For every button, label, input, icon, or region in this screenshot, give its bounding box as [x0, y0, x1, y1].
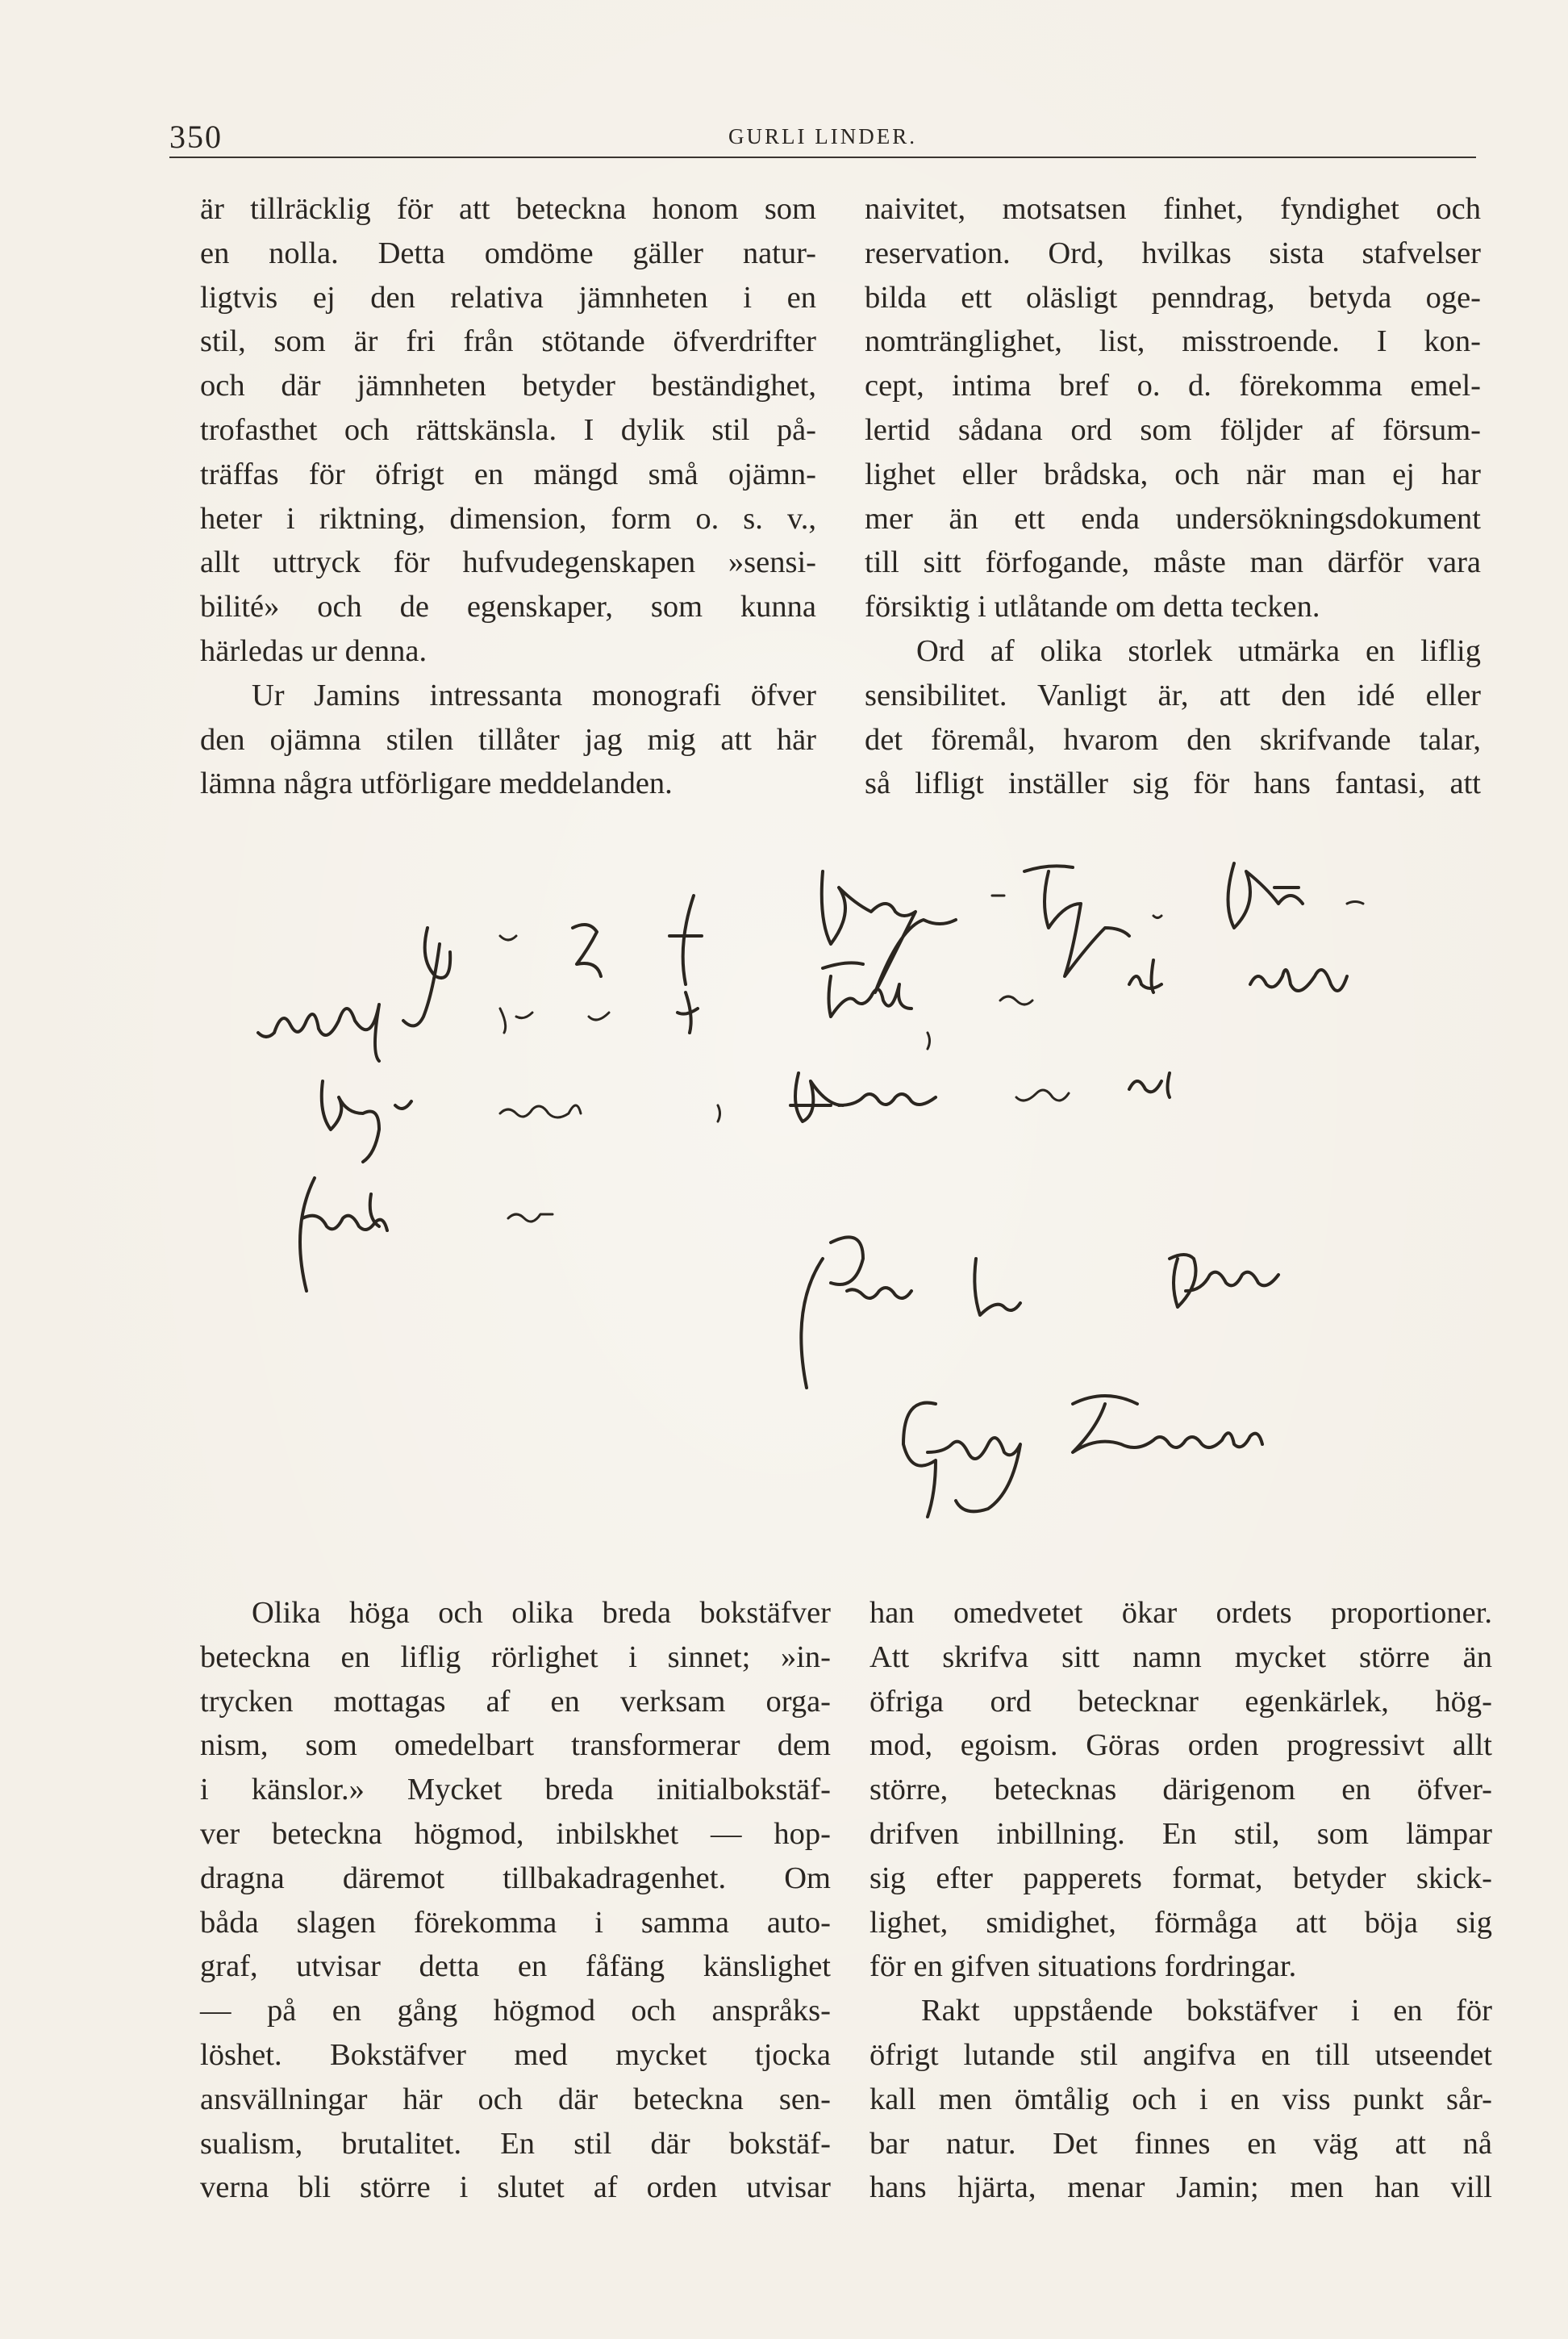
text-line: öfrigt lutande stil angifva en till utseendet: [869, 2037, 1492, 2072]
text-line: ver beteckna högmod, inbilskhet — hop-: [200, 1816, 831, 1851]
text-line: naivitet, motsatsen finhet, fyndighet och: [865, 192, 1481, 226]
text-line: och där jämnheten betyder beständighet,: [200, 369, 816, 403]
text-line: det föremål, hvarom den skrifvande talar,: [865, 722, 1481, 757]
text-line: reservation. Ord, hvilkas sista stafvelser: [865, 236, 1481, 270]
text-line: försiktig i utlåtande om detta tecken.: [865, 590, 1320, 624]
text-line: sig efter papperets format, betyder skick-: [869, 1861, 1492, 1895]
text-line: mer än ett enda undersökningsdokument: [865, 501, 1481, 536]
text-line: träffas för öfrigt en mängd små ojämn-: [200, 457, 816, 491]
text-line: allt uttryck för hufvudegenskapen »sensi-: [200, 545, 816, 580]
text-line: ansvällningar här och där beteckna sen-: [200, 2082, 831, 2116]
text-line: är tillräcklig för att beteckna honom som: [200, 192, 816, 226]
text-line: till sitt förfogande, måste man därför vara: [865, 545, 1481, 580]
text-line: lämna några utförligare meddelanden.: [200, 766, 673, 801]
text-line: — på en gång högmod och anspråks-: [200, 1994, 831, 2028]
text-line: större, betecknas därigenom en öfver-: [869, 1773, 1492, 1807]
text-line: lighet, smidighet, förmåga att böja sig: [869, 1905, 1492, 1940]
text-line: kall men ömtålig och i en viss punkt sår-: [869, 2082, 1492, 2116]
text-line: Olika höga och olika breda bokstäfver: [252, 1596, 831, 1630]
text-column-top-left: [200, 187, 816, 806]
text-line: en nolla. Detta omdöme gäller natur-: [200, 236, 816, 270]
text-line: löshet. Bokstäfver med mycket tjocka: [200, 2037, 831, 2072]
text-line: ligtvis ej den relativa jämnheten i en: [200, 280, 816, 315]
text-line: trofasthet och rättskänsla. I dylik stil på-: [200, 412, 816, 447]
text-line: härledas ur denna.: [200, 633, 427, 668]
text-line: så lifligt inställer sig för hans fantasi, att: [865, 766, 1481, 801]
text-line: Rakt uppstående bokstäfver i en för: [921, 1994, 1492, 2028]
text-line: beteckna en liflig rörlighet i sinnet; »in-: [200, 1639, 831, 1674]
text-line: Ord af olika storlek utmärka en liflig: [916, 633, 1481, 668]
text-line: trycken mottagas af en verksam orga-: [200, 1684, 831, 1719]
text-line: för en gifven situations fordringar.: [869, 1949, 1297, 1984]
text-line: hans hjärta, menar Jamin; men han vill: [869, 2170, 1492, 2205]
text-line: Att skrifva sitt namn mycket större än: [869, 1639, 1492, 1674]
page-header: [169, 113, 1476, 161]
text-line: lertid sådana ord som följder af försum-: [865, 412, 1481, 447]
text-line: den ojämna stilen tillåter jag mig att här: [200, 722, 816, 757]
page-number: 350: [169, 119, 223, 155]
text-line: graf, utvisar detta en fåfäng känslighet: [200, 1949, 831, 1984]
text-line: bilda ett oläsligt penndrag, betyda oge-: [865, 280, 1481, 315]
text-line: sualism, brutalitet. En stil där bokstäf-: [200, 2126, 831, 2161]
running-head: GURLI LINDER.: [728, 124, 917, 148]
text-line: verna bli större i slutet af orden utvisar: [200, 2170, 831, 2205]
text-line: bilité» och de egenskaper, som kunna: [200, 590, 816, 624]
text-line: nomtränglighet, list, misstroende. I kon-: [865, 324, 1481, 359]
text-line: öfriga ord betecknar egenkärlek, hög-: [869, 1684, 1492, 1719]
text-line: lighet eller brådska, och när man ej har: [865, 457, 1481, 491]
text-line: nism, som omedelbart transformerar dem: [200, 1728, 831, 1763]
text-line: bar natur. Det finnes en väg att nå: [869, 2126, 1492, 2161]
text-column-top-right: [865, 187, 1481, 806]
header-rule: [169, 157, 1476, 158]
text-line: dragna däremot tillbakadragenhet. Om: [200, 1861, 831, 1895]
text-line: i känslor.» Mycket breda initialbokstäf-: [200, 1773, 831, 1807]
handwriting-image: [121, 839, 1492, 1549]
text-column-bottom-right: [869, 1591, 1492, 2210]
text-line: mod, egoism. Göras orden progressivt allt: [869, 1728, 1492, 1763]
text-line: Ur Jamins intressanta monografi öfver: [252, 678, 816, 712]
text-column-bottom-left: [200, 1591, 831, 2210]
text-line: drifven inbillning. En stil, som lämpar: [869, 1816, 1492, 1851]
text-line: sensibilitet. Vanligt är, att den idé eller: [865, 678, 1481, 712]
text-line: cept, intima bref o. d. förekomma emel-: [865, 369, 1481, 403]
text-line: båda slagen förekomma i samma auto-: [200, 1905, 831, 1940]
text-line: stil, som är fri från stötande öfverdrifter: [200, 324, 816, 359]
text-line: han omedvetet ökar ordets proportioner.: [869, 1596, 1492, 1630]
handwriting-facsimile: [121, 839, 1492, 1549]
text-line: heter i riktning, dimension, form o. s. v.,: [200, 501, 816, 536]
